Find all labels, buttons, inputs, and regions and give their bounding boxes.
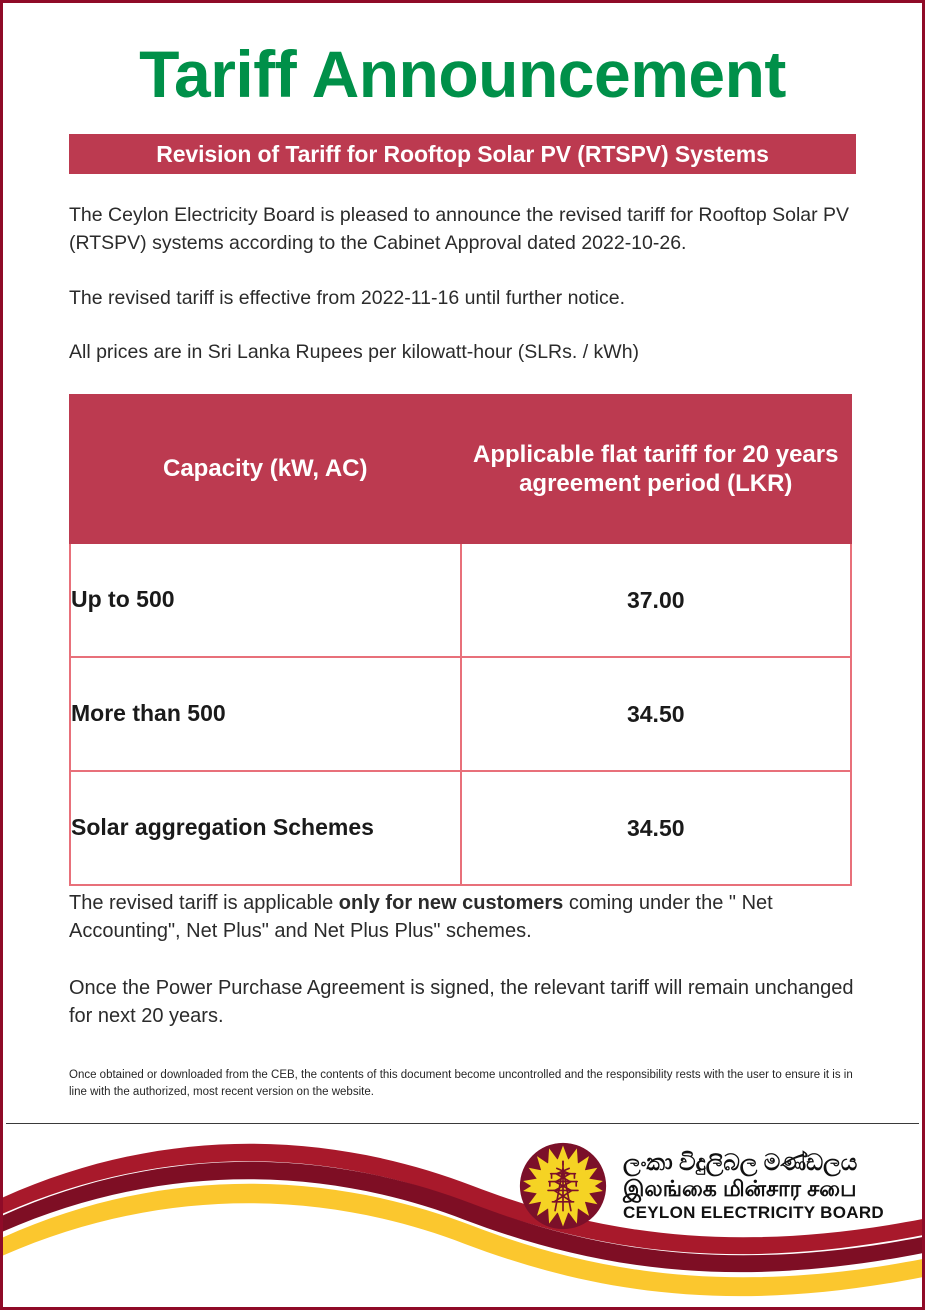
table-row: [70, 771, 851, 885]
cell-tariff: 34.50: [461, 771, 852, 885]
cell-capacity: Up to 500: [70, 543, 461, 657]
brand-text-block: [623, 1150, 884, 1222]
page-title: Tariff Announcement: [139, 37, 786, 111]
header-title-block: [3, 37, 922, 111]
column-header-tariff: Applicable flat tariff for 20 years agreement period (LKR): [461, 395, 852, 543]
note-paragraph-2: Once the Power Purchase Agreement is signed, the relevant tariff will remain unchanged for next 20 years.: [69, 976, 854, 1028]
table-row: [70, 543, 851, 657]
intro-paragraph-1: The Ceylon Electricity Board is pleased to announce the revised tariff for Rooftop Solar PV (RTSPV) systems according to the Cabinet Approval dated 2022-10-26.: [69, 204, 850, 255]
cell-tariff: 34.50: [461, 657, 852, 771]
table-header-row: [70, 395, 851, 543]
note-1-emphasis: only for new customers: [338, 892, 564, 914]
note-1-post-text: coming under the " Net Accounting", Net Plus" and Net Plus Plus" schemes.: [69, 892, 773, 943]
note-paragraph-1: [69, 889, 867, 946]
brand-name-english: CEYLON ELECTRICITY BOARD: [623, 1202, 884, 1222]
intro-paragraph-3: All prices are in Sri Lanka Rupees per kilowatt-hour (SLRs. / kWh): [69, 340, 640, 363]
table-header: [70, 395, 851, 543]
table-body: [70, 543, 851, 885]
ceb-sun-pylon-logo-icon: [519, 1142, 607, 1230]
notes-section: [69, 889, 867, 1031]
subtitle-text: Revision of Tariff for Rooftop Solar PV (RTSPV) Systems: [156, 140, 769, 167]
brand-name-sinhala: ලංකා විදුලිබල මණ්ඩලය: [623, 1149, 858, 1176]
subtitle-banner: [69, 134, 856, 174]
tariff-table: [69, 394, 852, 886]
disclaimer-text: Once obtained or downloaded from the CEB, the contents of this document become uncontrolled and the responsibility rests with the user to ensure it is in line with the authorized, most recent version on the website.: [69, 1069, 853, 1099]
note-1-pre-text: The revised tariff is applicable: [69, 892, 339, 914]
brand-name-tamil: இலங்கை மின்சார சபை: [623, 1175, 857, 1201]
intro-section: [69, 201, 862, 366]
footer: [3, 1124, 922, 1307]
column-header-capacity: Capacity (kW, AC): [70, 395, 461, 543]
cell-capacity: More than 500: [70, 657, 461, 771]
intro-paragraph-2: The revised tariff is effective from 2022-11-16 until further notice.: [69, 286, 626, 309]
cell-capacity: Solar aggregation Schemes: [70, 771, 461, 885]
cell-tariff: 37.00: [461, 543, 852, 657]
ceb-brand-lockup: [519, 1142, 884, 1230]
table-row: [70, 657, 851, 771]
